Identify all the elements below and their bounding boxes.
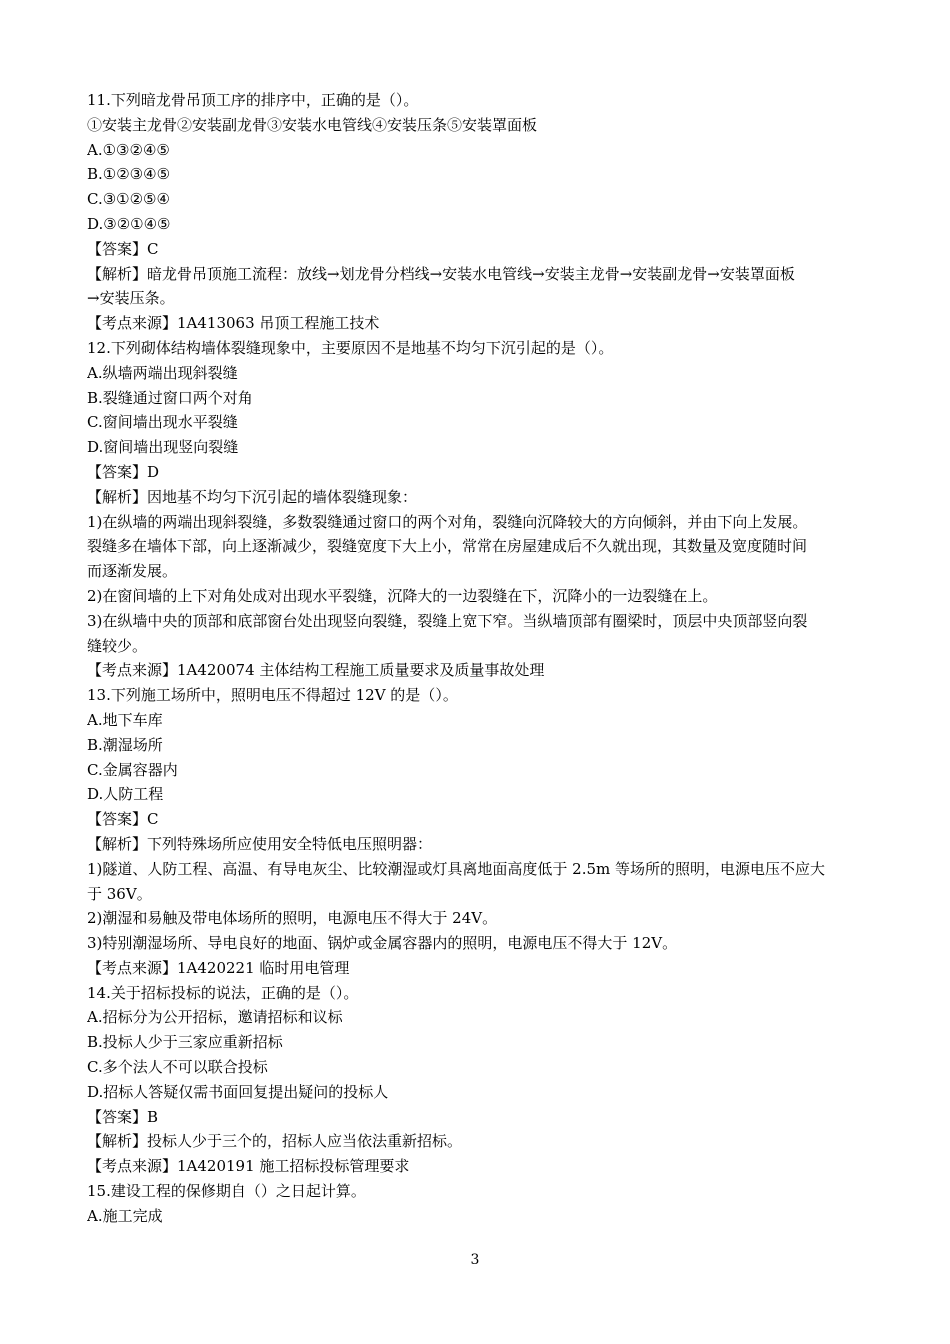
question-12-option-b: B.裂缝通过窗口两个对角 <box>87 388 253 407</box>
question-11-option-d: D.③②①④⑤ <box>87 214 171 233</box>
question-13-analysis-point-1-cont: 于 36V。 <box>87 884 152 903</box>
question-13-stem: 13.下列施工场所中，照明电压不得超过 12V 的是（）。 <box>87 686 458 705</box>
question-14-option-a: A.招标分为公开招标，邀请招标和议标 <box>87 1008 343 1027</box>
question-13-analysis: 【解析】下列特殊场所应使用安全特低电压照明器： <box>87 834 433 853</box>
question-12-analysis-point-1-cont: 裂缝多在墙体下部，向上逐渐减少，裂缝宽度下大上小，常常在房屋建成后不久就出现，其数量及宽度随时间 <box>87 537 808 556</box>
page-number: 3 <box>470 1252 480 1268</box>
question-12-analysis-point-1: 1)在纵墙的两端出现斜裂缝，多数裂缝通过窗口的两个对角，裂缝向沉降较大的方向倾斜，并由下向上发展。 <box>87 512 808 531</box>
question-12-analysis-point-1-cont: 而逐渐发展。 <box>87 562 178 581</box>
question-12-option-d: D.窗间墙出现竖向裂缝 <box>87 438 239 457</box>
question-15-option-a: A.施工完成 <box>87 1206 163 1225</box>
question-11-source: 【考点来源】1A413063 吊顶工程施工技术 <box>87 314 380 333</box>
question-11-steps: ①安装主龙骨②安装副龙骨③安装水电管线④安装压条⑤安装罩面板 <box>87 115 538 134</box>
question-13-option-a: A.地下车库 <box>87 710 163 729</box>
question-11-option-b: B.①②③④⑤ <box>87 165 171 184</box>
question-15-stem: 15.建设工程的保修期自（）之日起计算。 <box>87 1182 366 1201</box>
question-12-source: 【考点来源】1A420074 主体结构工程施工质量要求及质量事故处理 <box>87 661 545 680</box>
question-14-source: 【考点来源】1A420191 施工招标投标管理要求 <box>87 1157 410 1176</box>
question-11-option-a: A.①③②④⑤ <box>87 140 170 159</box>
question-14-analysis: 【解析】投标人少于三个的，招标人应当依法重新招标。 <box>87 1132 463 1151</box>
question-12-option-c: C.窗间墙出现水平裂缝 <box>87 413 238 432</box>
question-12-analysis-point-3-cont: 缝较少。 <box>87 636 148 655</box>
question-12-stem: 12.下列砌体结构墙体裂缝现象中，主要原因不是地基不均匀下沉引起的是（）。 <box>87 338 614 357</box>
question-13-analysis-point-1: 1)隧道、人防工程、高温、有导电灰尘、比较潮湿或灯具离地面高度低于 2.5m 等场所的照明，电源电压不应大 <box>87 859 826 878</box>
question-12-option-a: A.纵墙两端出现斜裂缝 <box>87 363 238 382</box>
document-body <box>87 88 895 1229</box>
question-11-stem: 11.下列暗龙骨吊顶工序的排序中，正确的是（）。 <box>87 91 419 109</box>
question-13-answer: 【答案】C <box>87 810 159 829</box>
question-12-analysis: 【解析】因地基不均匀下沉引起的墙体裂缝现象： <box>87 487 418 506</box>
question-11-option-c: C.③①②⑤④ <box>87 190 170 209</box>
question-14-answer: 【答案】B <box>87 1107 159 1126</box>
question-14-option-d: D.招标人答疑仅需书面回复提出疑问的投标人 <box>87 1082 389 1101</box>
question-13-analysis-point-3: 3)特别潮湿场所、导电良好的地面、锅炉或金属容器内的照明，电源电压不得大于 12V。 <box>87 934 678 953</box>
question-13-option-b: B.潮湿场所 <box>87 735 163 754</box>
question-11-analysis: 【解析】暗龙骨吊顶施工流程：放线→划龙骨分档线→安装水电管线→安装主龙骨→安装副龙骨→安装罩面板 <box>87 264 795 283</box>
question-13-option-d: D.人防工程 <box>87 785 164 804</box>
question-13-source: 【考点来源】1A420221 临时用电管理 <box>87 958 350 977</box>
question-11-analysis-cont: →安装压条。 <box>87 289 175 308</box>
question-14-stem: 14.关于招标投标的说法，正确的是（）。 <box>87 983 359 1002</box>
question-12-analysis-point-3: 3)在纵墙中央的顶部和底部窗台处出现竖向裂缝，裂缝上宽下窄。当纵墙顶部有圈梁时，顶层中央顶部竖向裂 <box>87 611 808 630</box>
question-14-option-c: C.多个法人不可以联合投标 <box>87 1058 268 1077</box>
question-14-option-b: B.投标人少于三家应重新招标 <box>87 1033 283 1052</box>
question-13-analysis-point-2: 2)潮湿和易触及带电体场所的照明，电源电压不得大于 24V。 <box>87 909 498 928</box>
question-12-answer: 【答案】D <box>87 462 160 481</box>
question-11-answer: 【答案】C <box>87 239 159 258</box>
question-12-analysis-point-2: 2)在窗间墙的上下对角处成对出现水平裂缝，沉降大的一边裂缝在下，沉降小的一边裂缝在上。 <box>87 586 718 605</box>
question-13-option-c: C.金属容器内 <box>87 760 178 779</box>
